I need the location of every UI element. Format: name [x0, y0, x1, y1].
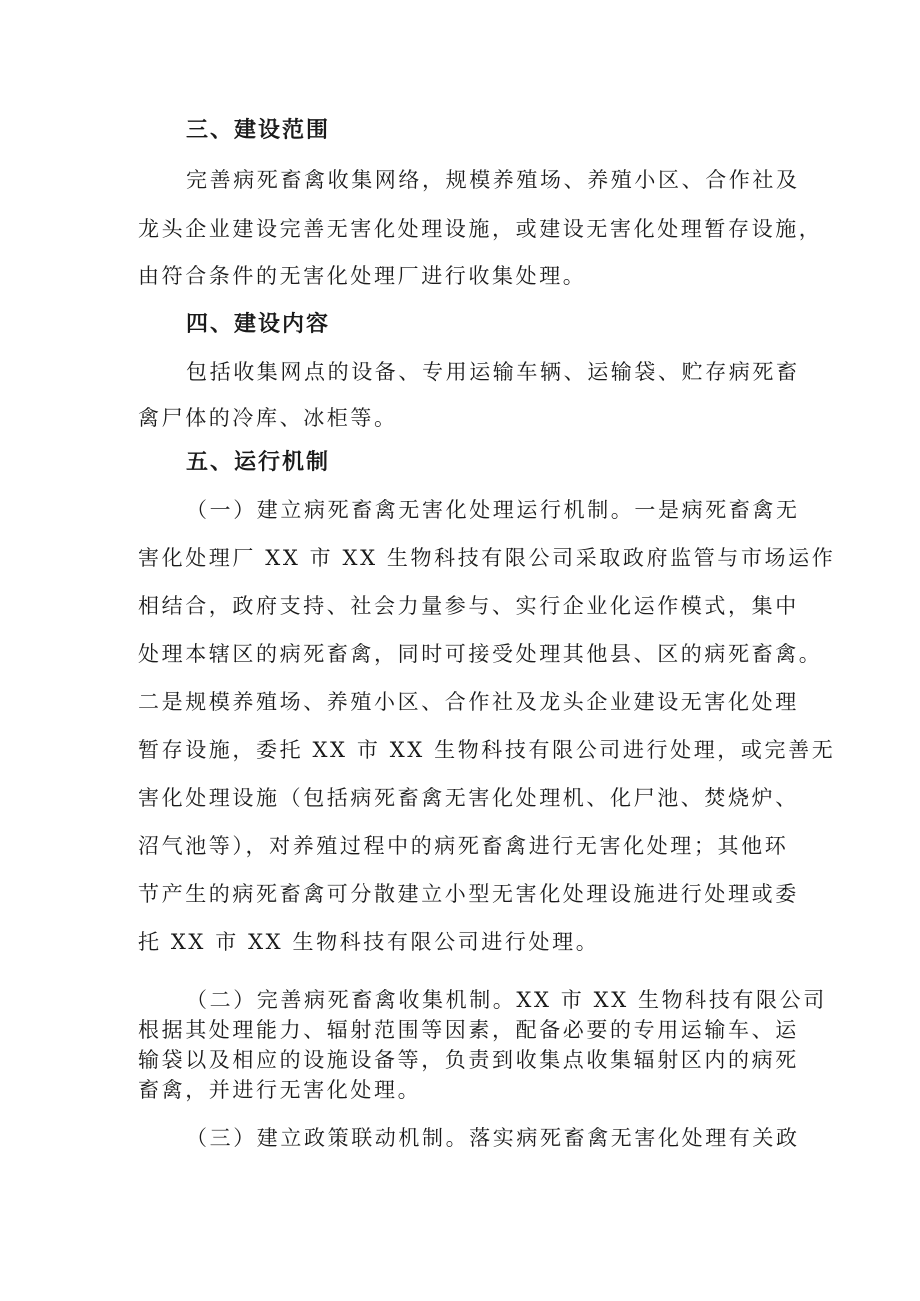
- paragraph-line: 输袋以及相应的设施设备等，负责到收集点收集辐射区内的病死: [138, 1048, 799, 1072]
- paragraph-line: 二是规模养殖场、养殖小区、合作社及龙头企业建设无害化处理: [138, 690, 799, 714]
- paragraph-line: 由符合条件的无害化处理厂进行收集处理。: [138, 264, 587, 288]
- paragraph-line: 害化处理厂 XX 市 XX 生物科技有限公司采取政府监管与市场运作: [138, 546, 836, 570]
- section-heading-scope: 三、建设范围: [186, 118, 331, 143]
- paragraph-line: 托 XX 市 XX 生物科技有限公司进行处理。: [138, 930, 600, 954]
- paragraph-line: 包括收集网点的设备、专用运输车辆、运输袋、贮存病死畜: [186, 360, 800, 384]
- paragraph-line: （三）建立政策联动机制。落实病死畜禽无害化处理有关政: [186, 1126, 800, 1150]
- paragraph-line: 龙头企业建设完善无害化处理设施，或建设无害化处理暂存设施，: [138, 217, 823, 241]
- paragraph-line: 相结合，政府支持、社会力量参与、实行企业化运作模式，集中: [138, 594, 799, 618]
- paragraph-line: （二）完善病死畜禽收集机制。XX 市 XX 生物科技有限公司: [186, 988, 827, 1012]
- section-heading-content: 四、建设内容: [186, 312, 331, 337]
- paragraph-line: 暂存设施，委托 XX 市 XX 生物科技有限公司进行处理，或完善无: [138, 738, 836, 762]
- paragraph-line: 节产生的病死畜禽可分散建立小型无害化处理设施进行处理或委: [138, 882, 799, 906]
- paragraph-line: 完善病死畜禽收集网络，规模养殖场、养殖小区、合作社及: [186, 168, 800, 192]
- paragraph-line: （一）建立病死畜禽无害化处理运行机制。一是病死畜禽无: [186, 498, 800, 522]
- paragraph-line: 害化处理设施（包括病死畜禽无害化处理机、化尸池、焚烧炉、: [138, 786, 799, 810]
- paragraph-line: 根据其处理能力、辐射范围等因素，配备必要的专用运输车、运: [138, 1018, 799, 1042]
- paragraph-line: 畜禽，并进行无害化处理。: [138, 1078, 422, 1102]
- paragraph-line: 沼气池等），对养殖过程中的病死畜禽进行无害化处理；其他环: [138, 834, 789, 858]
- section-heading-mechanism: 五、运行机制: [186, 450, 331, 475]
- paragraph-line: 禽尸体的冷库、冰柜等。: [138, 406, 398, 430]
- paragraph-line: 处理本辖区的病死畜禽，同时可接受处理其他县、区的病死畜禽。: [138, 642, 823, 666]
